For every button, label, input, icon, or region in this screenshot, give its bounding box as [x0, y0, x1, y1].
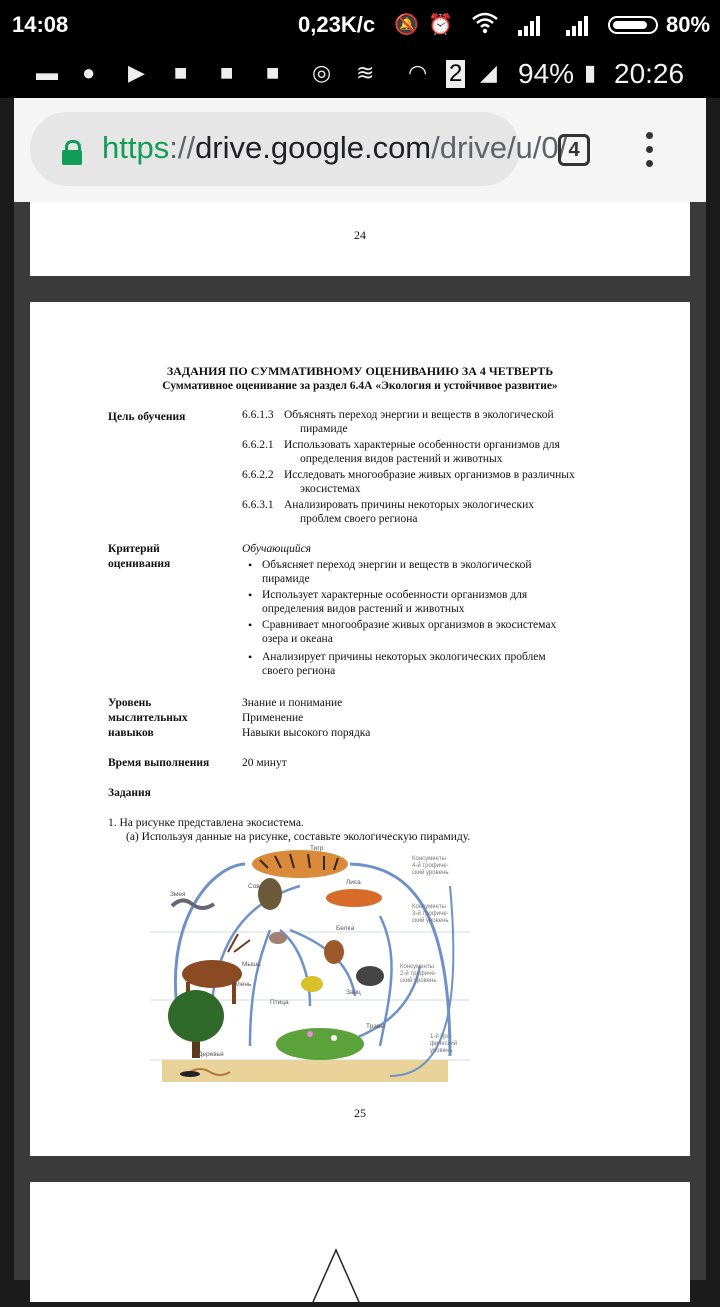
soil-strip [162, 1060, 448, 1082]
criteria-label-2: оценивания [108, 558, 171, 570]
ecosystem-diagram [150, 846, 470, 1086]
goal-label: Цель обучения [108, 411, 186, 423]
page-number-25: 25 [354, 1106, 366, 1120]
goal-line-cont: экосистемах [300, 483, 361, 495]
url-path: /drive/u/0/ [431, 130, 568, 165]
goal-line: Исследовать многообразие живых организмов в различных [284, 469, 575, 481]
signal-1-icon [518, 14, 546, 36]
label-bird: Птица [270, 999, 289, 1006]
wifi-icon [472, 12, 498, 40]
level-2-line1: Консументы [400, 964, 434, 970]
tree-icon [168, 990, 224, 1042]
browser-toolbar [14, 98, 706, 202]
snake-icon [172, 900, 214, 908]
label-snake: Змея [170, 891, 186, 898]
level-3-line1: Консументы [412, 904, 446, 910]
level-1-line2: фический [430, 1041, 458, 1047]
levels-label-3: навыков [108, 727, 154, 739]
squirrel-icon [324, 940, 344, 964]
level-2-line3: ский уровень [400, 978, 437, 984]
wifi-icon-2: ◠ [408, 60, 428, 85]
tasks-label: Задания [108, 787, 151, 799]
alarm-icon: ⏰ [428, 14, 453, 36]
label-hare: Заяц [346, 989, 361, 996]
goal-code: 6.6.3.1 [242, 499, 274, 511]
label-tiger: Тигр [310, 845, 324, 852]
video-camera-icon-2: ■ [220, 60, 234, 85]
criteria-line: Объясняет переход энергии и веществ в экологической [262, 559, 532, 571]
levels-label-2: мыслительных [108, 712, 188, 724]
status-bar [0, 0, 720, 50]
criteria-line: Использует характерные особенности организмов для [262, 589, 528, 601]
doc-title: ЗАДАНИЯ ПО СУММАТИВНОМУ ОЦЕНИВАНИЮ ЗА 4 ЧЕТВЕРТЬ [166, 364, 554, 378]
youtube-icon: ▶ [128, 60, 145, 85]
document-viewer[interactable] [14, 202, 706, 1280]
goal-code: 6.6.1.3 [242, 409, 274, 421]
net-speed: 0,23K/c [298, 12, 376, 37]
fox-icon [326, 889, 382, 907]
goal-line-cont: определения видов растений и животных [300, 453, 503, 465]
page-25 [30, 302, 690, 1156]
chat-icon: ● [82, 60, 96, 85]
goal-line-cont: пирамиде [300, 423, 348, 435]
notif-battery-percent: 94% [518, 58, 575, 89]
criteria-line-cont: пирамиде [262, 573, 310, 585]
overflow-menu-button[interactable] [634, 128, 664, 172]
ecosystem-figure [150, 846, 470, 1086]
url-scheme: https [102, 130, 170, 165]
time-label: Время выполнения [108, 757, 210, 769]
label-deer: Олень [232, 981, 252, 988]
time-value: 20 минут [242, 757, 287, 769]
mute-icon: 🔕 [394, 14, 419, 36]
level-2-line2: 2-й трофиче- [400, 971, 437, 977]
pyramid-outline-icon [30, 1182, 690, 1302]
page-26 [30, 1182, 690, 1302]
bullet: • [248, 618, 253, 632]
more-notifications-icon: ▬ [36, 60, 58, 85]
bird-icon [301, 976, 323, 992]
criteria-line-cont: своего региона [262, 665, 336, 677]
label-grass: Травы [366, 1023, 385, 1030]
video-camera-icon-3: ■ [266, 60, 280, 85]
label-owl: Сова [248, 883, 264, 890]
criteria-line-cont: озера и океана [262, 633, 333, 645]
bullet: • [248, 650, 253, 664]
level-3-line3: ский уровень [412, 918, 449, 924]
label-fox: Лиса [346, 879, 361, 886]
level-4-line3: ский уровень [412, 870, 449, 876]
label-mouse: Мышь [242, 961, 261, 968]
tab-switcher-button[interactable]: 4 [558, 134, 590, 166]
url-separator: :// [169, 130, 196, 165]
levels-label: Уровень [108, 697, 152, 709]
level-1-line1: 1-й тро- [430, 1034, 452, 1040]
hare-icon [356, 966, 384, 986]
notification-bar [0, 50, 720, 98]
goal-line: Анализировать причины некоторых экологических [284, 499, 534, 511]
url-host: drive.google.com [195, 130, 432, 165]
address-bar[interactable] [30, 112, 568, 186]
goal-line: Объяснять переход энергии и веществ в экологической [284, 409, 554, 421]
criteria-intro: Обучающийся [242, 543, 312, 555]
battery-percent: 80% [666, 12, 711, 37]
task-1: 1. На рисунке представлена экосистема. [108, 817, 304, 829]
criteria-line: Сравнивает многообразие живых организмов в экосистемах [262, 619, 557, 631]
sim-indicator: 2 [446, 60, 465, 88]
vibrate-icon: ≋ [356, 60, 375, 85]
criteria-label: Критерий [108, 543, 160, 555]
goal-line-cont: проблем своего региона [300, 513, 418, 525]
tiger-icon [252, 850, 348, 878]
page-number-24: 24 [354, 228, 366, 242]
signal-2-icon [566, 14, 594, 36]
label-squirrel: Белка [336, 925, 355, 932]
charging-icon: ▮ [584, 60, 597, 85]
battery-icon [608, 16, 658, 34]
level-item: Знание и понимание [242, 697, 343, 709]
bullet: • [248, 588, 253, 602]
page-24 [30, 202, 690, 276]
doc-subtitle: Суммативное оценивание за раздел 6.4А «Экология и устойчивое развитие» [162, 380, 558, 392]
chrome-icon: ◎ [312, 60, 332, 85]
goal-line: Использовать характерные особенности организмов для [284, 439, 560, 451]
grass-icon [276, 1028, 364, 1060]
level-3-line2: 3-й трофиче- [412, 911, 449, 917]
bullet: • [248, 558, 253, 572]
notif-time: 20:26 [614, 58, 685, 89]
criteria-line: Анализирует причины некоторых экологических проблем [262, 651, 546, 663]
level-4-line2: 4-й трофиче- [412, 863, 449, 869]
status-time: 14:08 [12, 12, 69, 37]
goal-code: 6.6.2.2 [242, 469, 274, 481]
label-trees: Деревья [198, 1051, 224, 1058]
level-item: Применение [242, 712, 304, 724]
lock-icon [62, 140, 82, 166]
goal-code: 6.6.2.1 [242, 439, 274, 451]
task-1a: (а) Используя данные на рисунке, составьте экологическую пирамиду. [126, 831, 471, 843]
food-arrow [250, 930, 270, 1046]
beetle-icon [180, 1071, 200, 1077]
criteria-line-cont: определения видов растений и животных [262, 603, 465, 615]
level-1-line3: уровень [430, 1048, 453, 1054]
signal-icon-3: ◢ [480, 60, 497, 85]
url-text[interactable] [102, 130, 568, 166]
video-camera-icon: ■ [174, 60, 188, 85]
mouse-icon [269, 932, 287, 944]
level-item: Навыки высокого порядка [242, 727, 371, 739]
level-4-line1: Консументы [412, 856, 446, 862]
